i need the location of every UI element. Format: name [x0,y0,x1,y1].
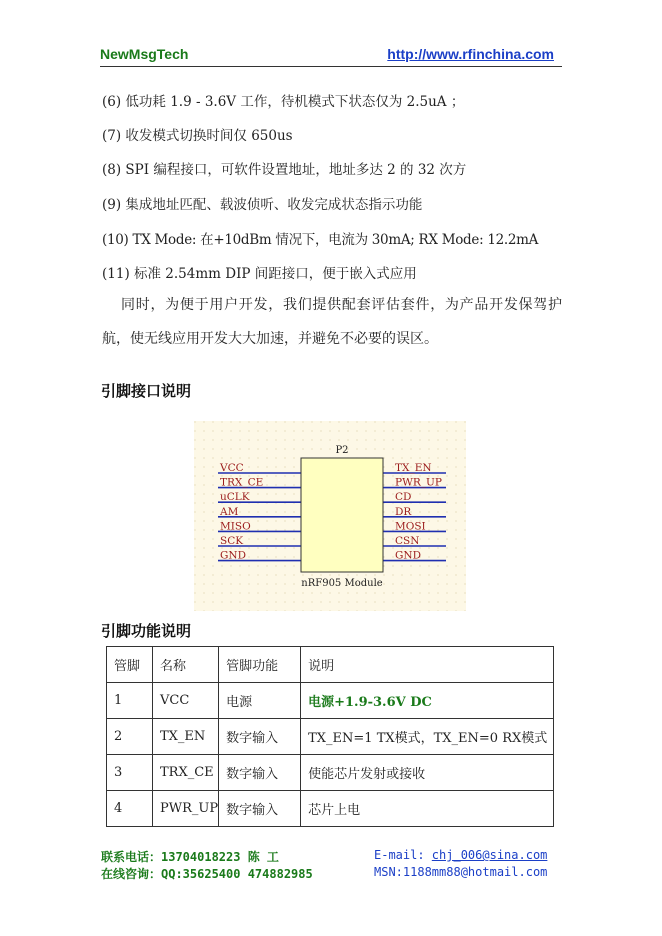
brand-name: NewMsgTech [100,46,189,62]
feature-item: (8) SPI 编程接口，可软件设置地址，地址多达 2 的 32 次方 [102,162,467,178]
feature-item: (10) TX Mode: 在+10dBm 情况下，电流为 30mA; RX Mode: 12.2mA [102,232,539,248]
table-header-cell: 说明 [301,647,554,683]
table-cell: PWR_UP [153,791,219,827]
right-pin-name: PWR_UP [395,476,442,489]
table-cell: TX_EN [153,719,219,755]
table-header-cell: 管脚功能 [219,647,301,683]
footer-email [374,848,547,862]
footer-phone: 联系电话：13704018223 陈 工 [101,850,279,864]
table-row [107,719,554,755]
left-pin-name: SCK [220,535,244,547]
left-pin-name: uCLK [220,491,250,504]
left-pin-name: VCC [220,462,244,474]
table-cell: 3 [107,755,153,791]
table-header-cell: 管脚 [107,647,153,683]
table-cell: 1 [107,683,153,719]
pinout-diagram [194,421,466,611]
table-cell: 电源 [219,683,301,719]
feature-item: (11) 标准 2.54mm DIP 间距接口，便于嵌入式应用 [102,266,417,282]
email-link[interactable]: chj_006@sina.com [431,848,548,862]
intro-paragraph: 同时，为便于用户开发，我们提供配套评估套件，为产品开发保驾护航，使无线应用开发大大加速，并避免不必要的误区。 [102,297,562,347]
pin-function-table [106,646,554,827]
left-pin-name: MISO [220,520,251,533]
table-cell: 电源+1.9-3.6V DC [301,683,554,719]
website-link[interactable]: http://www.rfinchina.com [387,46,554,62]
right-pin-name: TX_EN [395,462,432,474]
right-pin-name: GND [395,549,421,562]
left-pin-name: TRX_CE [220,476,264,489]
module-label: nRF905 Module [301,578,383,589]
designator-label: P2 [335,445,349,456]
table-row [107,755,554,791]
email-label: E-mail: [374,848,432,862]
table-cell: 数字输入 [219,755,301,791]
section-heading-pin-function: 引脚功能说明 [101,622,192,640]
left-pin-name: AM [220,505,239,518]
table-cell: 2 [107,719,153,755]
section-heading-pin-interface: 引脚接口说明 [101,382,192,400]
right-pin-name: MOSI [395,520,426,533]
footer-msn: MSN:1188mm88@hotmail.com [374,865,548,879]
feature-item: (6) 低功耗 1.9 - 3.6V 工作，待机模式下状态仅为 2.5uA ； [102,94,465,110]
footer-consult: 在线咨询：QQ:35625400 474882985 [101,867,313,881]
feature-item: (7) 收发模式切换时间仅 650us [102,128,293,144]
table-cell: 数字输入 [219,791,301,827]
table-cell: 数字输入 [219,719,301,755]
table-header-cell: 名称 [153,647,219,683]
right-pin-name: DR [395,505,412,518]
module-body [301,458,383,572]
right-pin-name: CD [395,491,412,504]
table-cell: TRX_CE [153,755,219,791]
feature-item: (9) 集成地址匹配、载波侦听、收发完成状态指示功能 [102,197,423,213]
table-cell: 4 [107,791,153,827]
left-pin-name: GND [220,549,246,562]
table-cell: 使能芯片发射或接收 [301,755,554,791]
table-cell: VCC [153,683,219,719]
table-cell: TX_EN=1 TX模式，TX_EN=0 RX模式 [301,719,554,755]
table-header-row [107,647,554,683]
table-row [107,683,554,719]
page-header [100,46,562,67]
table-row [107,791,554,827]
right-pin-name: CSN [395,535,420,547]
table-cell: 芯片上电 [301,791,554,827]
